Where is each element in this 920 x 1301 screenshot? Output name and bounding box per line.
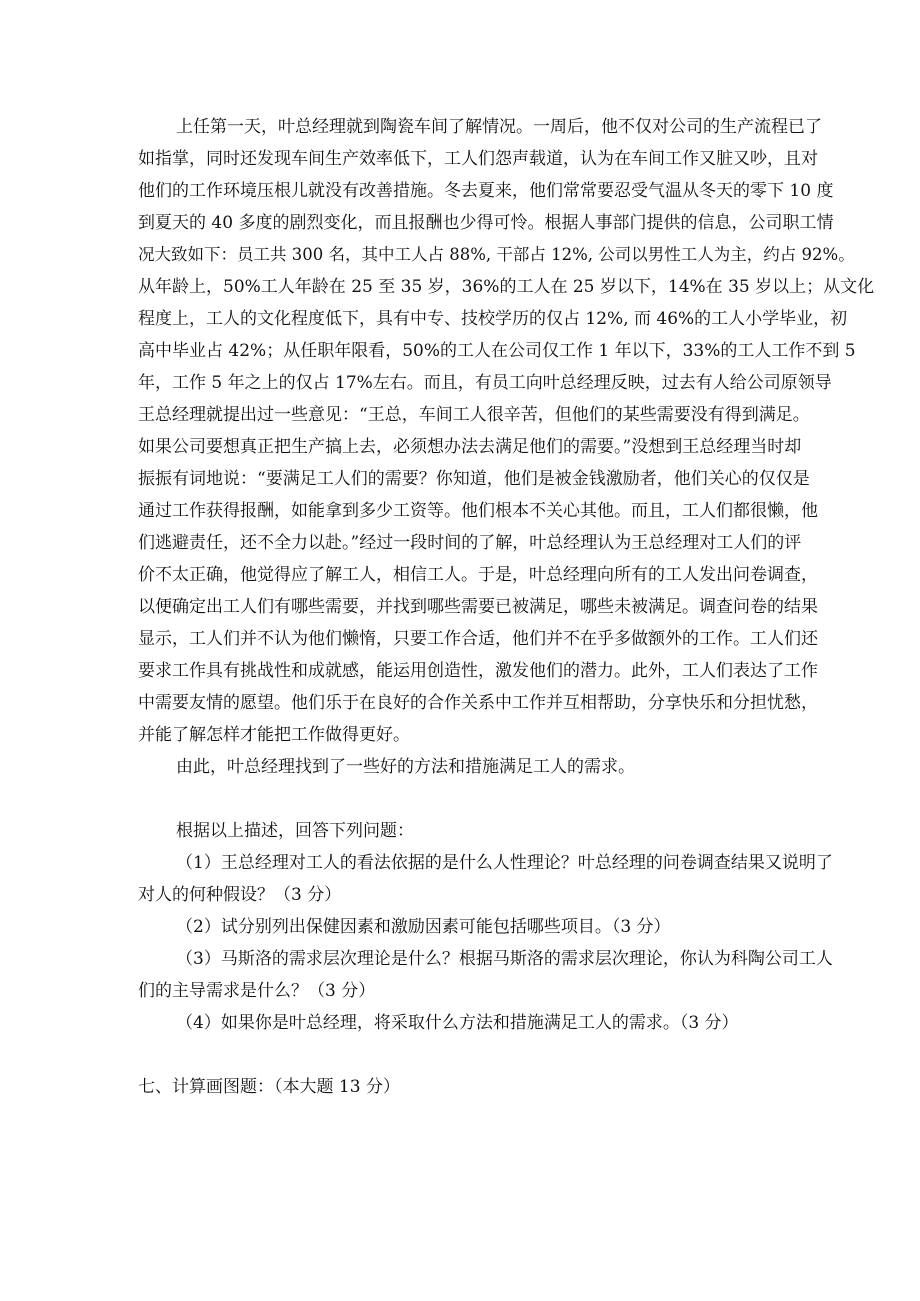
passage-line: 到夏天的 40 多度的剧烈变化，而且报酬也少得可怜。根据人事部门提供的信息，公司职工情 bbox=[138, 213, 834, 233]
question-line: （2）试分别列出保健因素和激励因素可能包括哪些项目。（3 分） bbox=[176, 917, 671, 937]
question-line: 对人的何种假设？（3 分） bbox=[138, 885, 342, 905]
questions-intro: 根据以上描述，回答下列问题： bbox=[176, 821, 414, 841]
passage-line: 王总经理就提出过一些意见：“王总，车间工人很辛苦，但他们的某些需要没有得到满足。 bbox=[138, 405, 810, 425]
passage-line: 年，工作 5 年之上的仅占 17%左右。而且，有员工向叶总经理反映，过去有人给公司原领导 bbox=[138, 373, 832, 393]
question-line: 们的主导需求是什么？（3 分） bbox=[138, 981, 376, 1001]
passage-line: 况大致如下：员工共 300 名，其中工人占 88%, 干部占 12%, 公司以男性工人为主，约占 92%。 bbox=[138, 245, 855, 264]
passage-line: 高中毕业占 42%；从任职年限看，50%的工人在公司仅工作 1 年以下，33%的工人工作不到 5 bbox=[138, 341, 856, 361]
passage-line: 振振有词地说：“要满足工人们的需要？你知道，他们是被金钱激励者，他们关心的仅仅是 bbox=[138, 469, 810, 489]
passage-conclusion: 由此，叶总经理找到了一些好的方法和措施满足工人的需求。 bbox=[176, 757, 635, 777]
question-line: （3）马斯洛的需求层次理论是什么？根据马斯洛的需求层次理论，你认为科陶公司工人 bbox=[176, 949, 833, 969]
passage-line: 们逃避责任，还不全力以赴。”经过一段时间的了解，叶总经理认为王总经理对工人们的评 bbox=[138, 533, 802, 553]
passage-line: 如果公司要想真正把生产搞上去，必须想办法去满足他们的需要。”没想到王总经理当时却 bbox=[138, 437, 802, 457]
passage-line: 通过工作获得报酬，如能拿到多少工资等。他们根本不关心其他。而且，工人们都很懒，他 bbox=[138, 501, 818, 521]
passage-line: 中需要友情的愿望。他们乐于在良好的合作关系中工作并互相帮助，分享快乐和分担忧愁， bbox=[138, 693, 818, 713]
passage-line: 从年龄上，50%工人年龄在 25 至 35 岁，36%的工人在 25 岁以下，14%在 35 岁以上；从文化 bbox=[138, 277, 875, 297]
question-line: （1）王总经理对工人的看法依据的是什么人性理论？叶总经理的问卷调查结果又说明了 bbox=[176, 853, 833, 873]
section-heading: 七、计算画图题：（本大题 13 分） bbox=[138, 1077, 400, 1097]
question-line: （4）如果你是叶总经理，将采取什么方法和措施满足工人的需求。（3 分） bbox=[176, 1013, 739, 1033]
passage-line: 上任第一天，叶总经理就到陶瓷车间了解情况。一周后，他不仅对公司的生产流程已了 bbox=[176, 117, 822, 137]
passage-line: 以便确定出工人们有哪些需要，并找到哪些需要已被满足，哪些未被满足。调查问卷的结果 bbox=[138, 597, 818, 617]
passage-line: 程度上，工人的文化程度低下，具有中专、技校学历的仅占 12%, 而 46%的工人小学毕业，初 bbox=[138, 309, 848, 329]
passage-line: 显示，工人们并不认为他们懒惰，只要工作合适，他们并不在乎多做额外的工作。工人们还 bbox=[138, 629, 818, 649]
passage-line: 并能了解怎样才能把工作做得更好。 bbox=[138, 725, 410, 745]
passage-line: 他们的工作环境压根儿就没有改善措施。冬去夏来，他们常常要忍受气温从冬天的零下 10 度 bbox=[138, 181, 834, 201]
passage-line: 要求工作具有挑战性和成就感，能运用创造性，激发他们的潜力。此外，工人们表达了工作 bbox=[138, 661, 818, 681]
passage-line: 价不太正确，他觉得应了解工人，相信工人。于是，叶总经理向所有的工人发出问卷调查， bbox=[138, 565, 818, 585]
passage-line: 如指掌，同时还发现车间生产效率低下，工人们怨声载道，认为在车间工作又脏又吵，且对 bbox=[138, 149, 818, 169]
